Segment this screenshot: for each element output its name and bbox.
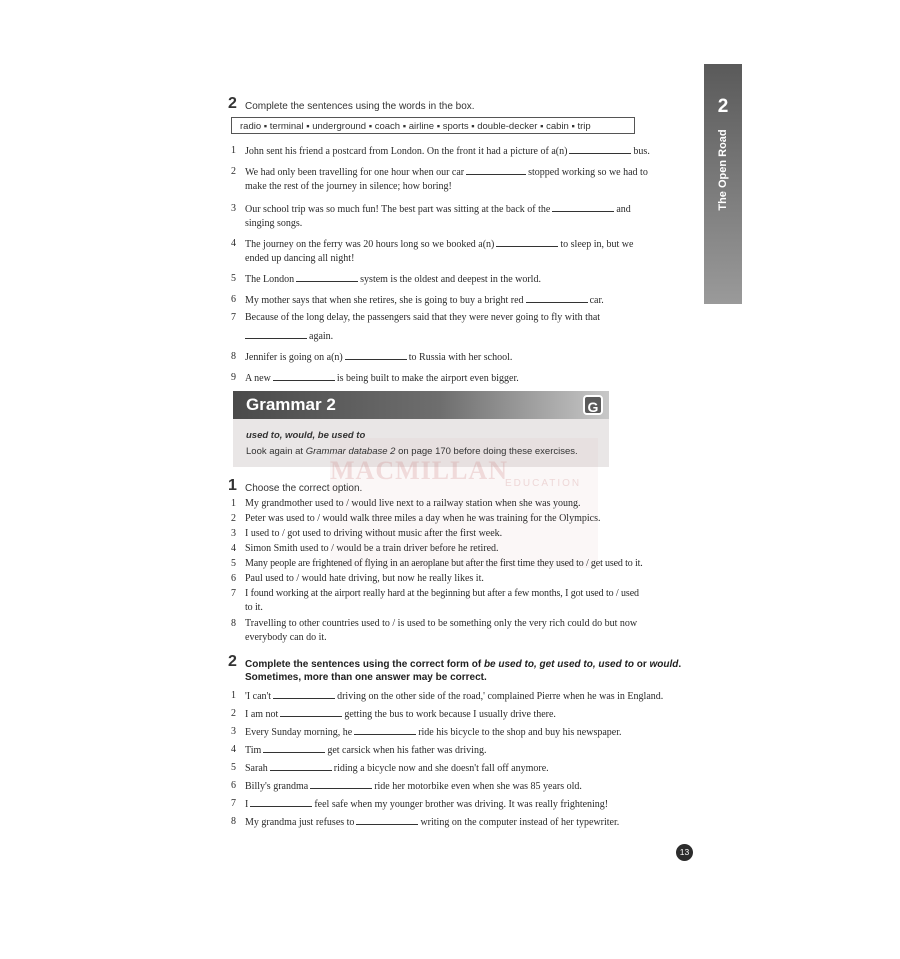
exercise-instruction: Choose the correct option. <box>245 483 363 494</box>
list-item: 1 My grandmother used to / would live next to a railway station when she was young. <box>231 498 581 509</box>
answer-blank[interactable] <box>526 293 588 303</box>
answer-blank[interactable] <box>345 350 407 360</box>
list-item: 8 Travelling to other countries used to / is used to be something only the very rich could do but now everybody can do it. <box>231 618 638 643</box>
answer-blank[interactable] <box>466 165 526 175</box>
list-item: 5 The London system is the oldest and deepest in the world. <box>231 273 541 285</box>
chapter-number: 2 <box>717 96 729 117</box>
exercise-number: 1 <box>228 477 237 494</box>
answer-blank[interactable] <box>296 272 358 282</box>
answer-blank[interactable] <box>273 689 335 699</box>
answer-blank[interactable] <box>263 743 325 753</box>
grammar-description: Look again at Grammar database 2 on page 170 before doing these exercises. <box>246 446 578 457</box>
list-item: 3 I used to / got used to driving without music after the first week. <box>231 528 503 539</box>
list-item: 4 Tim get carsick when his father was driving. <box>231 744 487 756</box>
answer-blank[interactable] <box>552 202 614 212</box>
publisher-watermark-sub: EDUCATION <box>505 478 582 489</box>
list-item: 1 John sent his friend a postcard from London. On the front it had a picture of a(n) bus. <box>231 145 650 157</box>
answer-blank[interactable] <box>496 237 558 247</box>
list-item: 2 I am not getting the bus to work because I usually drive there. <box>231 708 556 720</box>
list-item: 7 I feel safe when my younger brother was driving. It was really frightening! <box>231 798 609 810</box>
list-item: 2 We had only been travelling for one hour when our car stopped working so we had to make the rest of the journey in silence; how boring! <box>231 166 648 192</box>
list-item: 8 My grandma just refuses to writing on the computer instead of her typewriter. <box>231 816 620 828</box>
list-item: 2 Peter was used to / would walk three miles a day when he was training for the Olympics. <box>231 513 601 524</box>
grammar-g-icon: G <box>583 395 603 415</box>
exercise-number: 2 <box>228 653 237 670</box>
list-item: 4 Simon Smith used to / would be a train driver before he retired. <box>231 543 499 554</box>
list-item: 3 Every Sunday morning, he ride his bicycle to the shop and buy his newspaper. <box>231 726 622 738</box>
answer-blank[interactable] <box>273 371 335 381</box>
exercise-instruction: Complete the sentences using the words in the box. <box>245 101 475 112</box>
answer-blank[interactable] <box>270 761 332 771</box>
grammar-subtitle: used to, would, be used to <box>246 430 366 441</box>
list-item: 8 Jennifer is going on a(n) to Russia with her school. <box>231 351 513 363</box>
list-item: 5 Many people are frightened of flying in an aeroplane but after the first time they used to / get used to it. <box>231 558 643 569</box>
list-item: 6 Paul used to / would hate driving, but now he really likes it. <box>231 573 484 584</box>
exercise-instruction: Complete the sentences using the correct form of be used to, get used to, used to or would. Sometimes, more than one answer may be correct. <box>245 659 682 683</box>
answer-blank[interactable] <box>354 725 416 735</box>
publisher-watermark: MACMILLAN <box>330 456 508 485</box>
list-item: 6 My mother says that when she retires, she is going to buy a bright red car. <box>231 294 604 306</box>
page-number: 13 <box>676 844 693 861</box>
answer-blank[interactable] <box>569 144 631 154</box>
answer-blank[interactable] <box>280 707 342 717</box>
list-item: 7 I found working at the airport really hard at the beginning but after a few months, I got used to / used to it. <box>231 588 639 613</box>
list-item: 5 Sarah riding a bicycle now and she doesn't fall off anymore. <box>231 762 549 774</box>
answer-blank[interactable] <box>356 815 418 825</box>
list-item: 9 A new is being built to make the airport even bigger. <box>231 372 519 384</box>
answer-blank[interactable] <box>250 797 312 807</box>
answer-blank[interactable] <box>245 329 307 339</box>
list-item: 6 Billy's grandma ride her motorbike even when she was 85 years old. <box>231 780 582 792</box>
exercise-number: 2 <box>228 95 237 112</box>
list-item: 3 Our school trip was so much fun! The best part was sitting at the back of the and singing songs. <box>231 203 631 229</box>
chapter-title: The Open Road <box>717 129 729 211</box>
list-item: 7 Because of the long delay, the passengers said that they were never going to fly with that again. <box>231 312 601 342</box>
answer-blank[interactable] <box>310 779 372 789</box>
grammar-title: Grammar 2 <box>246 395 336 414</box>
list-item: 4 The journey on the ferry was 20 hours long so we booked a(n) to sleep in, but we ended up dancing all night! <box>231 238 634 264</box>
list-item: 1 'I can't driving on the other side of the road,' complained Pierre when he was in England. <box>231 690 664 702</box>
word-box: radio ▪ terminal ▪ underground ▪ coach ▪ airline ▪ sports ▪ double-decker ▪ cabin ▪ trip <box>231 117 635 134</box>
